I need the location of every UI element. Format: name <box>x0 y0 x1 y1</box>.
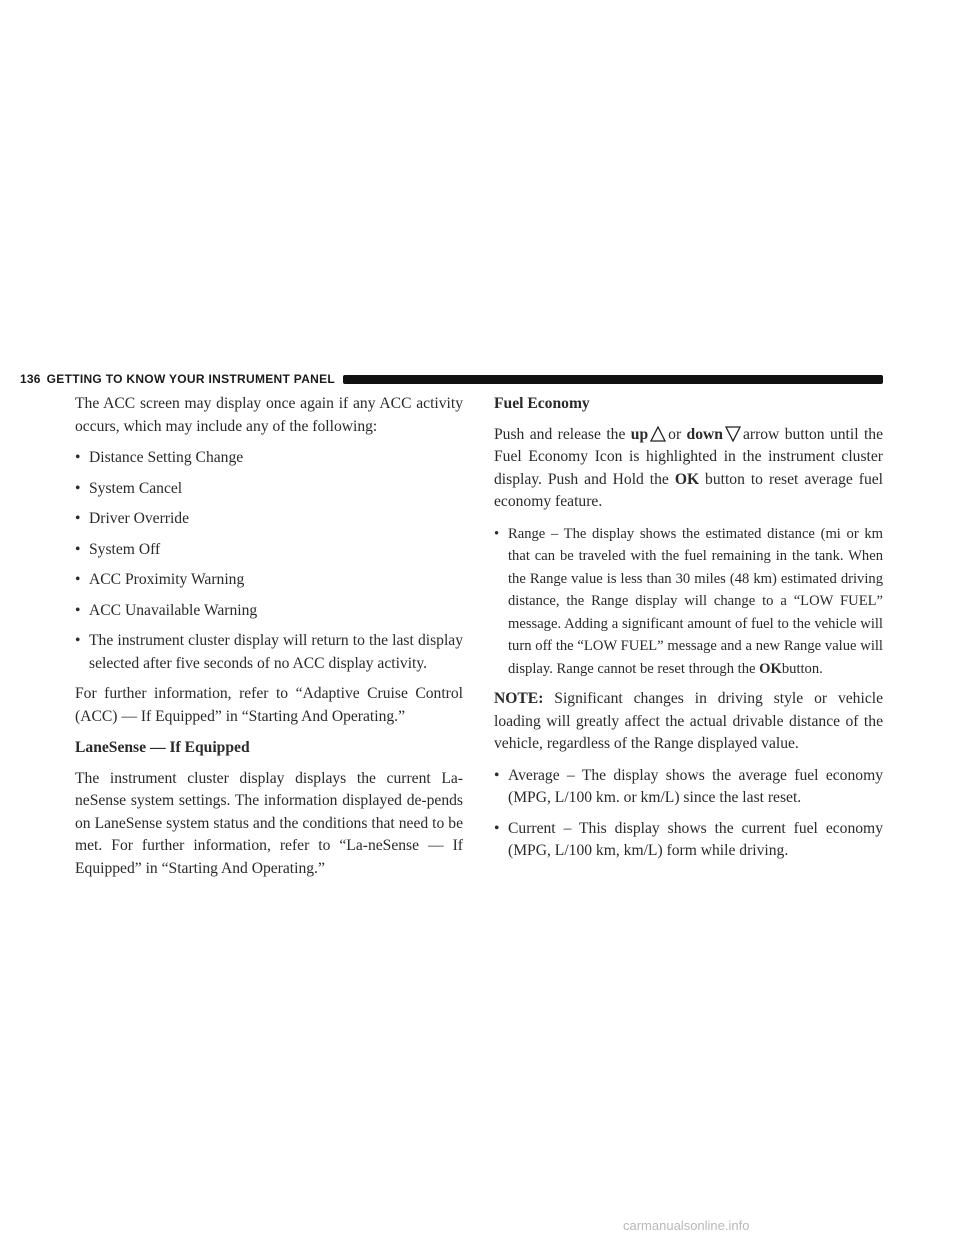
instruction-rest: arrow button until the Fuel Economy Icon is highlighted in the instrument cluster display. Push and Hold the <box>494 425 884 488</box>
header-rule <box>343 375 883 384</box>
note-text: Significant changes in driving style or vehicle loading will greatly affect the actual drivable distance of the vehicle, regardless of the Range displayed value. <box>494 690 883 752</box>
page-header <box>20 370 883 388</box>
list-item: • The instrument cluster display will return to the last display selected after five seconds of no ACC display activity. <box>75 630 463 675</box>
list-item <box>494 523 883 681</box>
lanesense-text: The instrument cluster display displays the current La-neSense system settings. The information displayed de-pends on LaneSense system status and the conditions that need to be met. For further information, refer to “La-neSense — If Equipped” in “Starting And Operating.” <box>75 769 463 877</box>
acc-bullet-list <box>75 447 463 675</box>
push-text: Push and release the <box>494 425 626 443</box>
list-item: • Average – The display shows the average fuel economy (MPG, L/100 km. or km/L) since the last reset. <box>494 765 883 810</box>
list-item: • Driver Override <box>75 508 463 531</box>
chapter-title: GETTING TO KNOW YOUR INSTRUMENT PANEL <box>46 372 336 386</box>
range-end: button. <box>781 660 823 677</box>
list-item: • Distance Setting Change <box>75 447 463 470</box>
fuel-economy-list-2 <box>494 765 883 863</box>
down-triangle-icon <box>725 426 741 442</box>
watermark: carmanualsonline.info <box>623 1218 750 1233</box>
acc-intro: The ACC screen may display once again if any ACC activity occurs, which may include any of the following: <box>75 395 463 435</box>
page-number: 136 <box>20 372 41 386</box>
note <box>494 688 883 756</box>
ok-label: OK <box>674 470 700 488</box>
fuel-economy-heading: Fuel Economy <box>494 395 590 412</box>
list-item: • Current – This display shows the current fuel economy (MPG, L/100 km, km/L) form while driving. <box>494 818 883 863</box>
up-triangle-icon <box>650 426 666 442</box>
fuel-economy-list <box>494 523 883 681</box>
acc-further-info: For further information, refer to “Adaptive Cruise Control (ACC) — If Equipped” in “Starting And Operating.” <box>75 685 463 725</box>
range-text: Range – The display shows the estimated distance (mi or km that can be traveled with the fuel remaining in the tank. When the Range value is less than 30 miles (48 km) estimated driving distance, the Range display will change to a “LOW FUEL” message. Adding a significant amount of fuel to the vehicle will turn off the “LOW FUEL” message and a new Range value will display. Range cannot be reset through the <box>508 525 883 677</box>
or-text: or <box>668 425 682 443</box>
list-item: • ACC Proximity Warning <box>75 569 463 592</box>
right-column <box>494 393 883 871</box>
list-item: • System Cancel <box>75 478 463 501</box>
fuel-economy-instructions <box>494 424 883 514</box>
note-label: NOTE: <box>494 690 544 707</box>
up-label: up <box>630 425 649 443</box>
range-ok-label: OK <box>759 660 782 677</box>
down-label: down <box>686 425 723 443</box>
instruction-end: button to reset average fuel economy feature. <box>494 470 883 510</box>
left-column <box>75 393 463 889</box>
list-item: • ACC Unavailable Warning <box>75 600 463 623</box>
list-item: • System Off <box>75 539 463 562</box>
lanesense-heading: LaneSense — If Equipped <box>75 739 250 756</box>
